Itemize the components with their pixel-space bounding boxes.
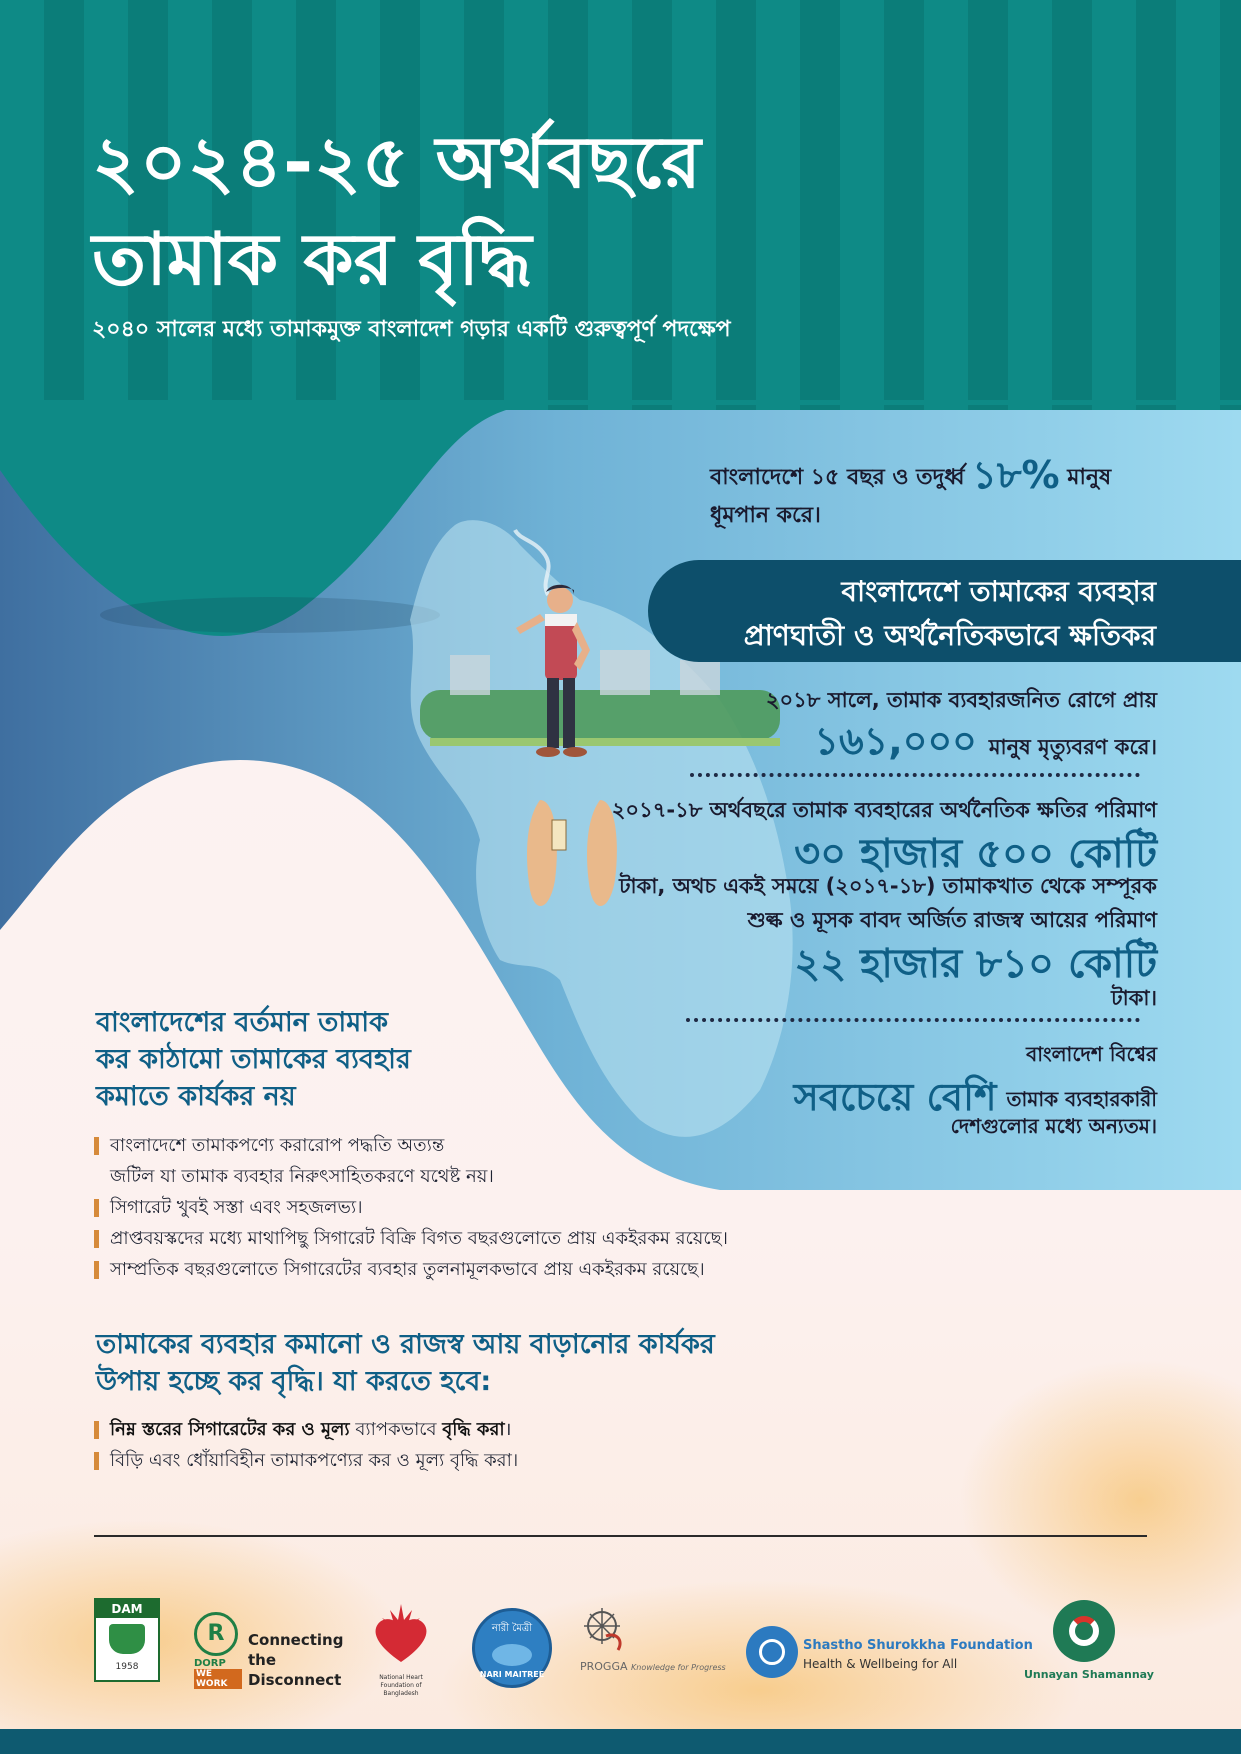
nari-maitree-logo [472,1608,552,1688]
connect-tagline [248,1630,343,1690]
dotted-divider [686,1018,1140,1022]
heart-icon [366,1600,436,1670]
stat-smokers-line2: ধূমপান করে। [710,503,821,528]
list-item-text: ব্যাপকভাবে [355,1419,437,1440]
section2-heading-line1: তামাকের ব্যবহার কমানো ও রাজস্ব আয় বাড়ানোর কার্যকর [96,1329,715,1360]
nhf-logo [366,1600,436,1697]
section1-heading [96,1004,411,1115]
harm-banner-line1: বাংলাদেশে তামাকের ব্যবহার [841,575,1156,608]
footer-divider [94,1535,1147,1537]
bottom-bar [0,1729,1241,1754]
harm-banner [648,560,1241,662]
section2-heading-line2: উপায় হচ্ছে কর বৃদ্ধি। যা করতে হবে: [96,1366,492,1397]
unnayan-swirl-icon [1069,1616,1099,1646]
list-item: সিগারেট খুবই সস্তা এবং সহজলভ্য। [94,1192,728,1223]
dam-logo-text: DAM [96,1600,158,1618]
list-item-text: । [504,1419,512,1440]
nari-logo-bangla: নারী মৈত্রী [491,1623,533,1634]
section1-heading-line3: কমাতে কার্যকর নয় [96,1081,296,1112]
bold-text: নিম্ন স্তরের সিগারেটের কর ও মূল্য [110,1419,350,1440]
economic-line4: টাকা। [1111,986,1157,1010]
deaths-count: ১৬১,০০০ [814,719,977,763]
ssf-name: Shastho Shurokkha Foundation [803,1638,1033,1653]
connect-line1: Connecting [248,1631,344,1649]
section1-heading-line1: বাংলাদেশের বর্তমান তামাক [96,1007,388,1038]
section2-bullets [94,1414,518,1476]
title-line-1: ২০২৪-২৫ অর্থবছরে [92,120,702,204]
list-item: বাংলাদেশে তামাকপণ্যে করারোপ পদ্ধতি অত্যন্ত [94,1130,728,1161]
ssf-logo-text [803,1638,1033,1671]
title-line-2: তামাক কর বৃদ্ধি [92,217,532,301]
world-line3: দেশগুলোর মধ্যে অন্যতম। [950,1114,1157,1138]
section2-heading [96,1326,715,1400]
harm-banner-line2: প্রাণঘাতী ও অর্থনৈতিকভাবে ক্ষতিকর [743,619,1156,652]
economic-line3: শুল্ক ও মূসক বাবদ অর্জিত রাজস্ব আয়ের পরিমাণ [747,908,1157,932]
dorp-logo-tagline: WE WORK [194,1669,242,1689]
revenue-amount: ২২ হাজার ৮১০ কোটি [794,941,1157,987]
dam-logo [94,1598,160,1682]
ssf-globe-icon [759,1639,785,1665]
world-line1: বাংলাদেশ বিশ্বের [1026,1042,1157,1066]
unnayan-logo [1024,1600,1154,1690]
dorp-logo-text: DORP [194,1658,226,1669]
dam-logo-year: 1958 [115,1662,139,1672]
stat-smokers-text-after: মানুষ [1067,465,1112,490]
dotted-divider [690,773,1140,777]
stat-smokers-text: বাংলাদেশে ১৫ বছর ও তদুর্ধ্ব [710,465,965,490]
stat-smokers-percent: ১৮% [972,453,1060,497]
world-text: তামাক ব্যবহারকারী [1006,1087,1157,1111]
globe-icon [492,1644,532,1666]
book-icon [109,1624,145,1654]
economic-line2: টাকা, অথচ একই সময়ে (২০১৭-১৮) তামাকখাত থেকে সম্পূরক [619,874,1157,898]
section1-bullets [94,1130,728,1285]
connect-line2: the [248,1651,277,1669]
connect-line3: Disconnect [248,1671,342,1689]
nari-logo-text: NARI MAITREE [479,1670,545,1679]
list-item [94,1414,518,1445]
list-item: বিড়ি এবং ধোঁয়াবিহীন তামাকপণ্যের কর ও মূল্য বৃদ্ধি করা। [94,1445,518,1476]
deaths-line2 [814,712,1157,776]
unnayan-circle-icon [1053,1600,1115,1662]
list-item-continuation: জটিল যা তামাক ব্যবহার নিরুৎসাহিতকরণে যথেষ্ট নয়। [110,1166,494,1187]
deaths-text: মানুষ মৃত্যুবরণ করে। [988,735,1157,759]
list-item: সাম্প্রতিক বছরগুলোতে সিগারেটের ব্যবহার তুলনামূলকভাবে প্রায় একইরকম রয়েছে। [94,1254,728,1285]
economic-line1: ২০১৭-১৮ অর্থবছরে তামাক ব্যবহারের অর্থনৈতিক ক্ষতির পরিমাণ [611,798,1157,822]
dorp-circle-icon: R [194,1612,238,1656]
deaths-line1: ২০১৮ সালে, তামাক ব্যবহারজনিত রোগে প্রায় [765,688,1157,712]
section1-heading-line2: কর কাঠামো তামাকের ব্যবহার [96,1044,411,1075]
dorp-logo [194,1612,242,1689]
progga-logo-text: PROGGA Knowledge for Progress [580,1660,726,1673]
economic-loss-amount: ৩০ হাজার ৫০০ কোটি [794,831,1157,877]
progga-wheel-icon [580,1606,640,1656]
ssf-hands-icon [746,1626,798,1678]
progga-logo [580,1606,730,1690]
progga-tagline: Knowledge for Progress [631,1663,726,1672]
stat-smokers [710,453,1112,535]
unnayan-logo-text: Unnayan Shamannay [1024,1668,1154,1681]
nhf-logo-text: National Heart Foundation of Bangladesh [379,1674,423,1697]
subtitle: ২০৪০ সালের মধ্যে তামাকমুক্ত বাংলাদেশ গড়ার একটি গুরুত্বপূর্ণ পদক্ষেপ [92,317,731,342]
world-highlight: সবচেয়ে বেশি [793,1075,997,1119]
ssf-tagline: Health & Wellbeing for All [803,1657,958,1671]
list-item: প্রাপ্তবয়স্কদের মধ্যে মাথাপিছু সিগারেট বিক্রি বিগত বছরগুলোতে প্রায় একইরকম রয়েছে। [94,1223,728,1254]
bold-text: বৃদ্ধি করা [442,1419,505,1440]
